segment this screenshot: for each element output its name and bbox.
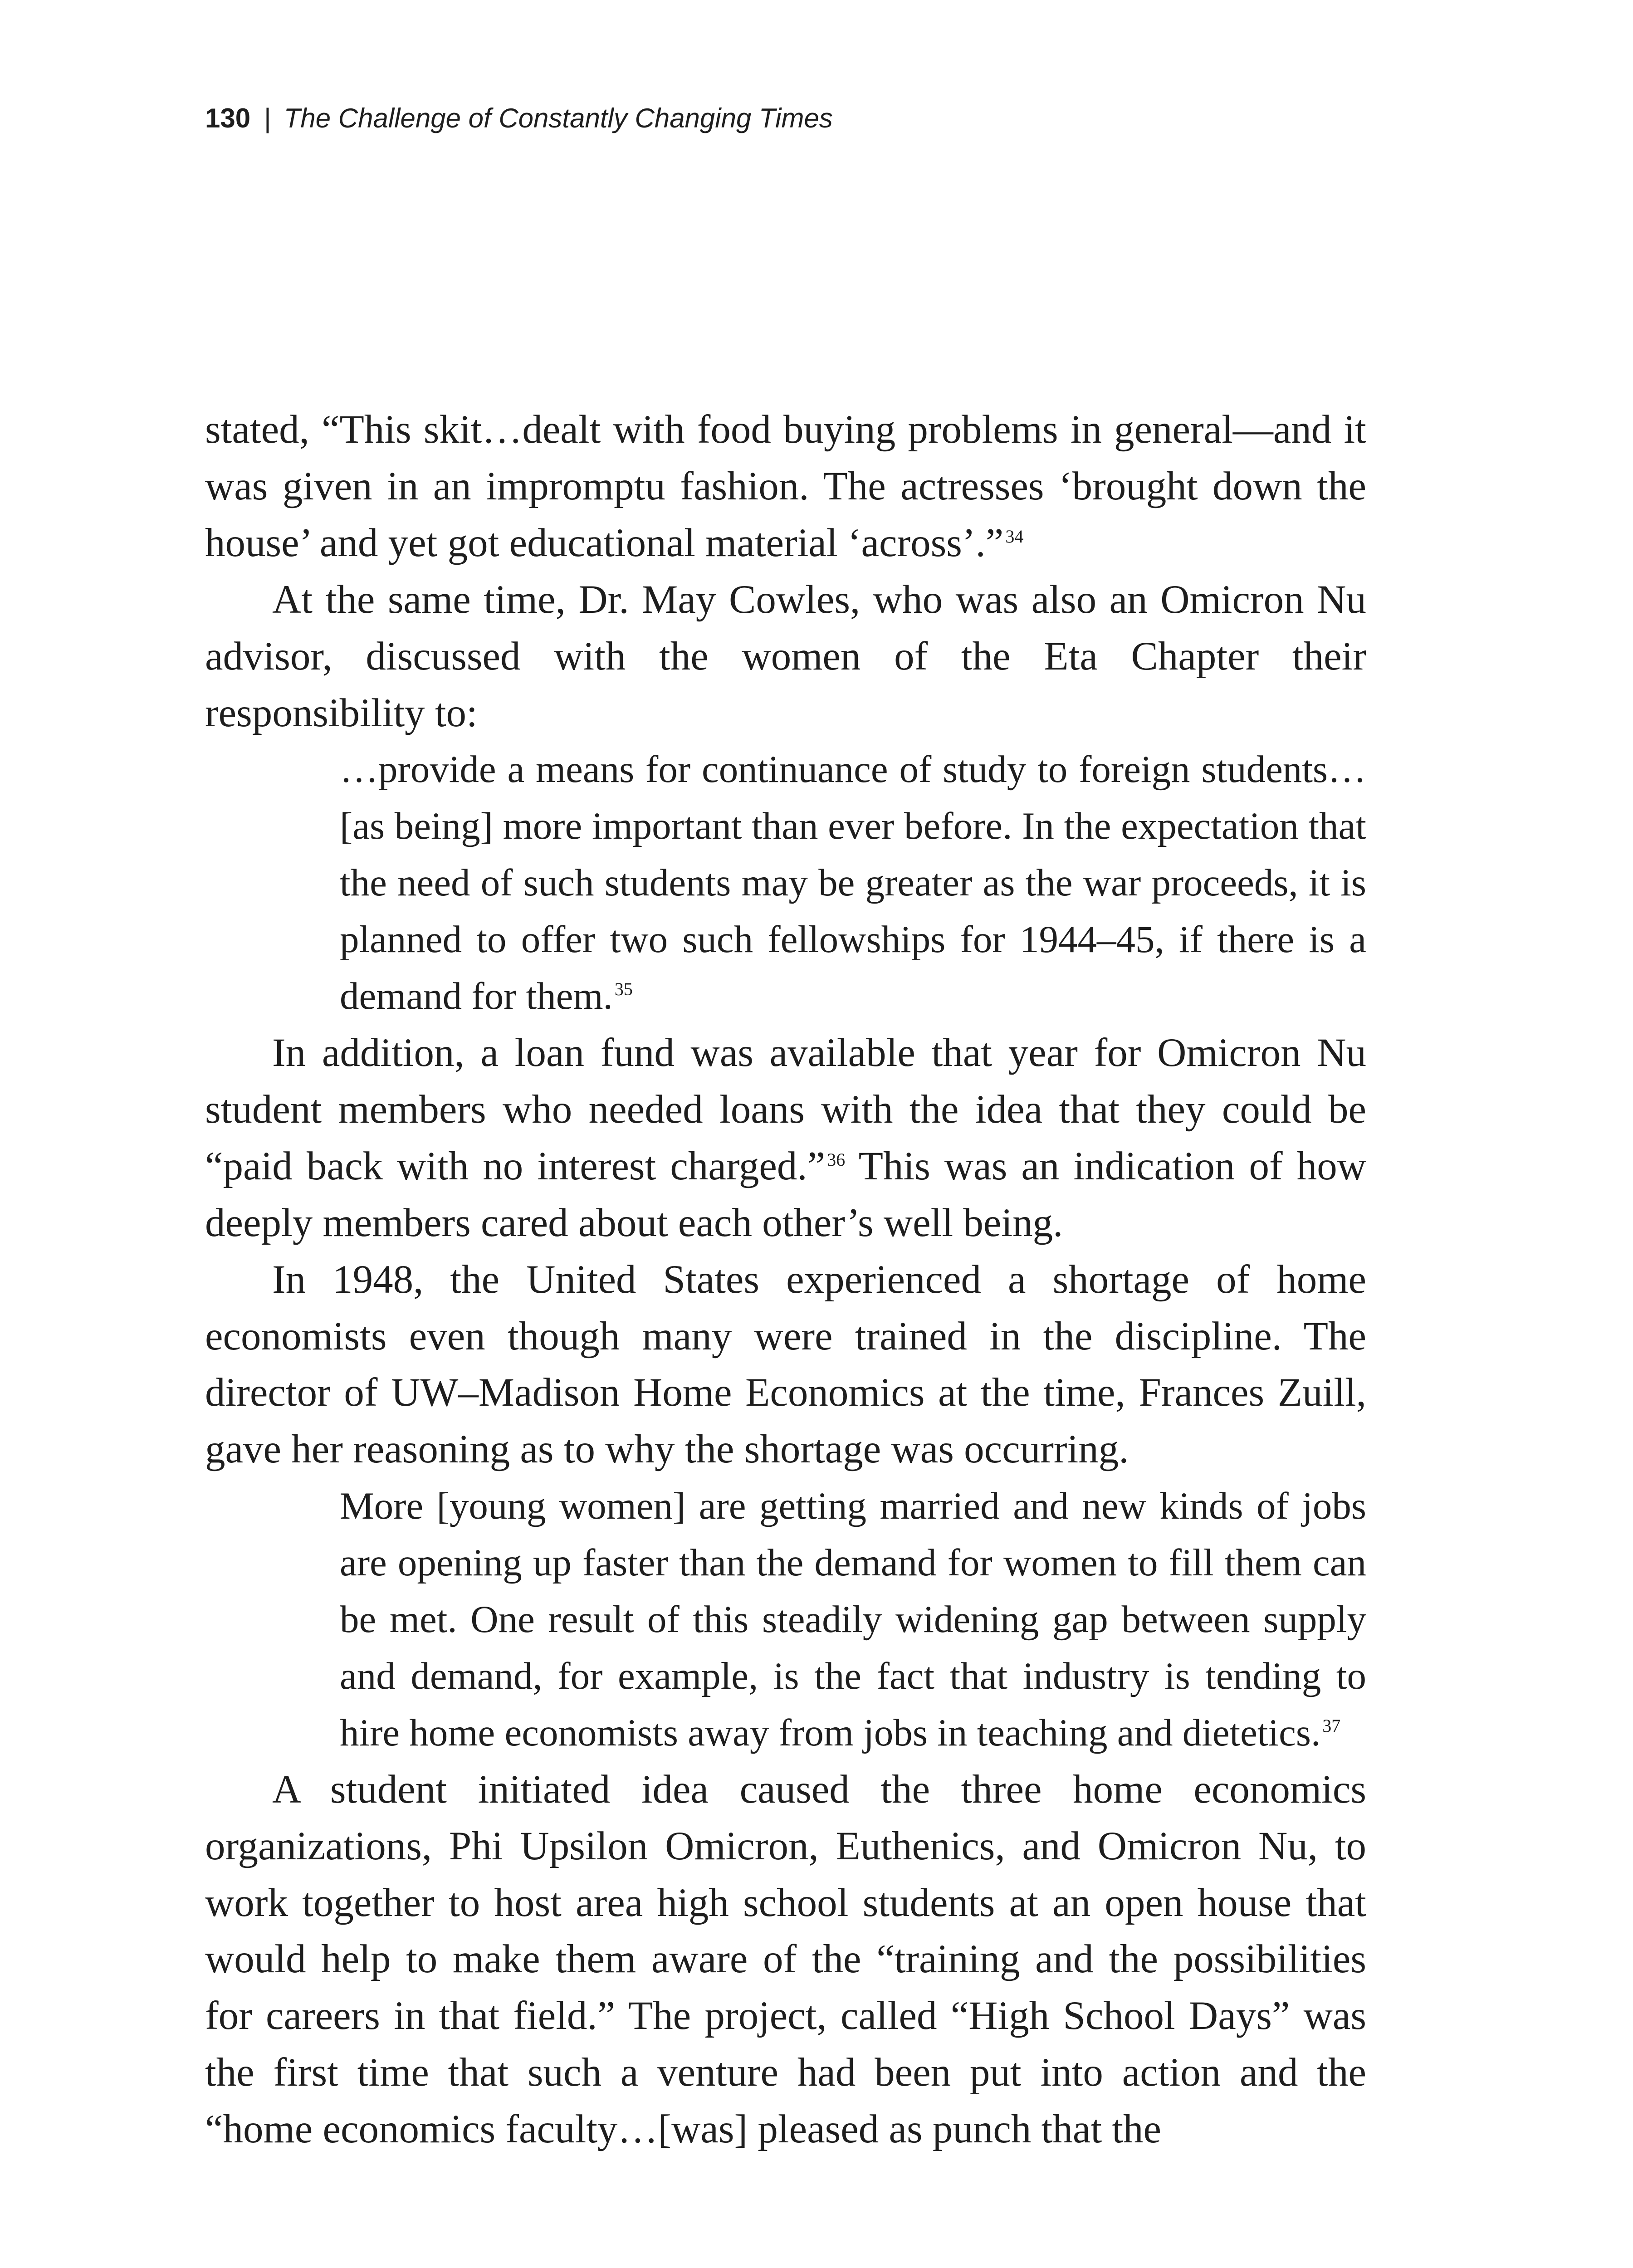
footnote-ref-36: 36 xyxy=(827,1149,846,1170)
paragraph-1948-shortage: In 1948, the United States experienced a shortage of home economists even though many were trained in the discipline. The director of UW–Madison Home Economics at the time, Frances Zuill, gave her reasoning as to why the shortage was occurring. xyxy=(205,1257,1366,1472)
paragraph-high-school-days: A student initiated idea caused the three home economics organizations, Phi Upsilon Omicron, Euthenics, and Omicron Nu, to work together to host area high school students at an open house that would help to make them aware of the “training and the possibilities for careers in that field.” The project, called “High School Days” was the first time that such a venture had been put into action and the “home economics faculty…[was] pleased as punch that the xyxy=(205,1767,1366,2152)
quote-text: …provide a means for continuance of study to foreign students…[as being] more important than ever before. In the expectation that the need of such students may be greater as the war proceeds, it is planned to offer two such fellowships for 1944–45, if there is a demand for them. xyxy=(340,748,1366,1018)
quote-text: More [young women] are getting married and new kinds of jobs are opening up faster than the demand for women to fill them can be met. One result of this steadily widening gap between supply and demand, for example, is the fact that industry is tending to hire home economists away from jobs in teaching and dietetics. xyxy=(340,1485,1366,1754)
paragraph-continued xyxy=(205,401,1366,572)
paragraph-text-cont: This was an indication of how deeply members cared about each other’s well being. xyxy=(205,1144,1366,1245)
body-text xyxy=(205,401,1366,2158)
paragraph-text: stated, “This skit…dealt with food buying problems in general—and it was given in an impromptu fashion. The actresses ‘brought down the house’ and yet got educational material ‘across’.” xyxy=(205,407,1366,565)
paragraph-text: In addition, a loan fund was available that year for Omicron Nu student members who needed loans with the idea that they could be “paid back with no interest charged.” xyxy=(205,1030,1366,1188)
page-number: 130 xyxy=(205,103,251,133)
footnote-ref-35: 35 xyxy=(614,979,633,1000)
footnote-ref-37: 37 xyxy=(1322,1715,1341,1736)
paragraph-may-cowles: At the same time, Dr. May Cowles, who was also an Omicron Nu advisor, discussed with the women of the Eta Chapter their responsibility to: xyxy=(205,577,1366,735)
running-head-separator: | xyxy=(264,103,271,133)
block-quote-fellowships xyxy=(340,741,1366,1025)
running-head xyxy=(205,95,833,141)
book-title: The Challenge of Constantly Changing Times xyxy=(284,103,833,133)
block-quote-zuill xyxy=(340,1478,1366,1761)
paragraph-loan-fund xyxy=(205,1025,1366,1251)
footnote-ref-34: 34 xyxy=(1005,526,1024,547)
